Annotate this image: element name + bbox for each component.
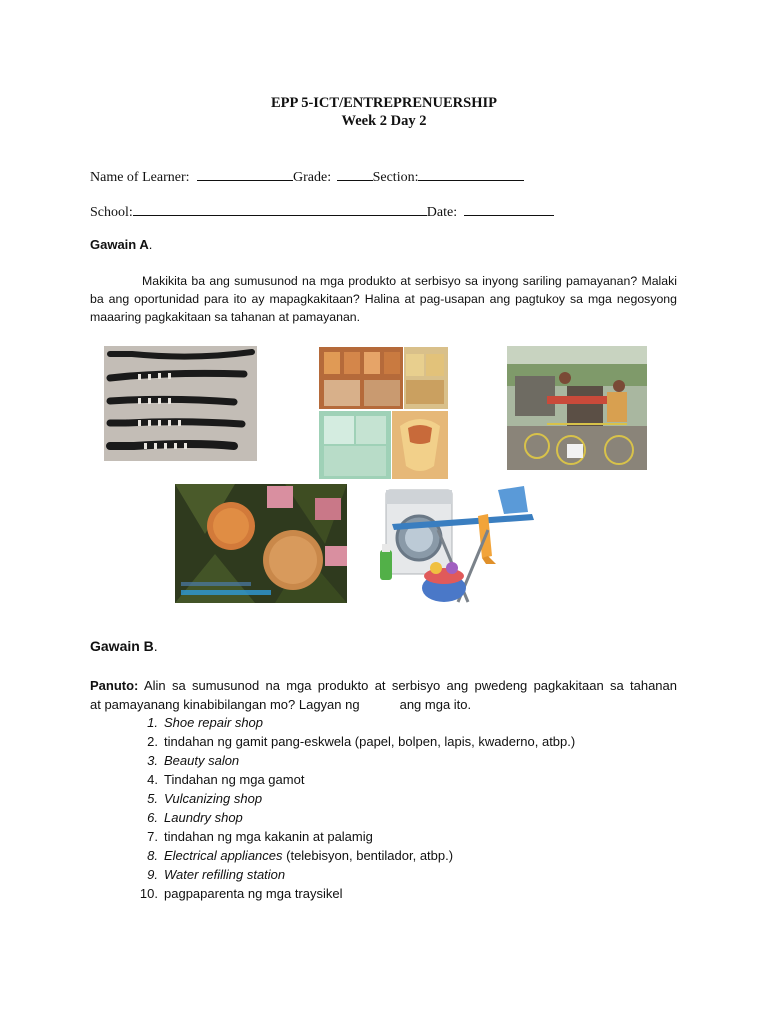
name-field[interactable] xyxy=(197,166,293,181)
kakanin-photo xyxy=(175,484,347,603)
document-title xyxy=(0,94,768,130)
paragraph-line-2: ba ang oportunidad para ito ay mapagkakitaan? Halina at pag-usapan ang pagtukoy sa mga negosyong xyxy=(90,292,677,306)
grade-label: Grade: xyxy=(293,170,332,185)
business-list xyxy=(130,713,575,903)
list-item-number: 9. xyxy=(147,867,158,882)
delicacies-photo xyxy=(318,346,449,480)
gawain-a-paragraph xyxy=(90,272,677,326)
panuto-line-2: at pamayanang kinabibilangan mo? Lagyan ng ang mga ito. xyxy=(90,697,472,712)
list-item-number: 7. xyxy=(147,829,158,844)
list-item-text: pagpaparenta ng mga traysikel xyxy=(164,886,343,901)
section-field[interactable] xyxy=(418,166,524,181)
list-item-number: 5. xyxy=(147,791,158,806)
title-line-1: EPP 5-ICT/ENTREPRENUERSHIP xyxy=(271,95,497,111)
list-item-number: 6. xyxy=(147,810,158,825)
panuto-paragraph xyxy=(90,676,677,714)
school-field[interactable] xyxy=(133,201,427,216)
paragraph-line-1: Makikita ba ang sumusunod na mga produkto at serbisyo sa inyong sariling pamayanan? Malaki xyxy=(142,274,677,288)
list-item-text: Tindahan ng mga gamot xyxy=(164,772,305,787)
list-item-text: tindahan ng gamit pang-eskwela (papel, bolpen, lapis, kwaderno, atbp.) xyxy=(164,734,576,749)
list-item-number: 10. xyxy=(139,886,158,901)
title-line-2: Week 2 Day 2 xyxy=(341,113,427,129)
list-item xyxy=(130,770,575,789)
list-item-number: 4. xyxy=(147,772,158,787)
list-item-text: Beauty salon xyxy=(164,753,240,768)
list-item-number: 8. xyxy=(147,848,158,863)
name-label: Name of Learner: xyxy=(90,170,190,185)
list-item xyxy=(130,808,575,827)
list-item xyxy=(130,884,575,903)
list-item xyxy=(130,865,575,884)
list-item-text: Vulcanizing shop xyxy=(164,791,263,806)
panuto-text-1: Alin sa sumusunod na mga produkto at serbisyo ang pwedeng pagkakitaan sa tahanan xyxy=(138,678,677,693)
tricycles-photo xyxy=(507,346,647,470)
list-item-text: Laundry shop xyxy=(164,810,243,825)
laundry-photo xyxy=(378,484,538,606)
list-item xyxy=(130,827,575,846)
list-item-text: tindahan ng mga kakanin at palamig xyxy=(164,829,373,844)
panuto-label: Panuto: xyxy=(90,678,139,693)
date-label: Date: xyxy=(426,205,458,220)
list-item xyxy=(130,732,575,751)
list-item-text: Water refilling station xyxy=(164,867,286,882)
date-field[interactable] xyxy=(464,201,554,216)
list-item xyxy=(130,751,575,770)
bolo-knives-photo xyxy=(104,346,257,461)
grade-field[interactable] xyxy=(337,166,373,181)
list-item-number: 3. xyxy=(147,753,158,768)
school-label: School: xyxy=(90,205,133,220)
list-item-number: 1. xyxy=(147,715,158,730)
paragraph-line-3: maaaring pagkakitaan sa tahanan at pamayanan. xyxy=(90,310,361,324)
list-item-extra: (telebisyon, bentilador, atbp.) xyxy=(282,848,454,863)
list-item xyxy=(130,846,575,865)
gawain-b-heading: Gawain B. xyxy=(90,638,158,654)
list-item xyxy=(130,789,575,808)
school-info-line xyxy=(90,201,554,222)
list-item-text: Electrical appliances xyxy=(164,848,283,863)
list-item-text: Shoe repair shop xyxy=(164,715,264,730)
panuto-line-1 xyxy=(90,676,677,695)
list-item-number: 2. xyxy=(147,734,158,749)
learner-info-line xyxy=(90,166,524,187)
list-item xyxy=(130,713,575,732)
section-label: Section: xyxy=(372,170,419,185)
gawain-a-heading: Gawain A. xyxy=(90,237,153,252)
